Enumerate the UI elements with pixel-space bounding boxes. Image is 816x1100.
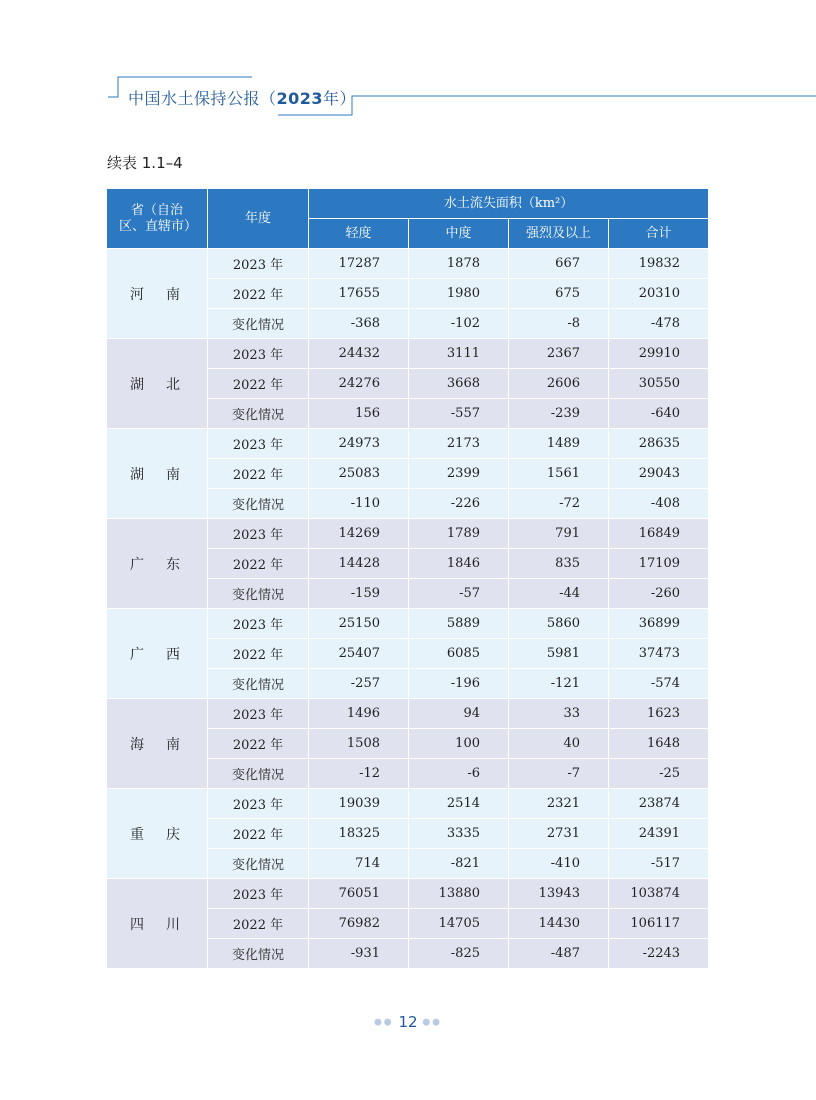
table-row	[107, 339, 709, 369]
value-cell: 23874	[609, 789, 709, 819]
value-cell: -574	[609, 669, 709, 699]
year-cell: 2022 年	[208, 369, 309, 399]
value-cell: 1789	[409, 519, 509, 549]
year-cell: 2023 年	[208, 339, 309, 369]
value-cell: -110	[309, 489, 409, 519]
value-cell: 14705	[409, 909, 509, 939]
value-cell: -25	[609, 759, 709, 789]
value-cell: 25083	[309, 459, 409, 489]
year-cell: 变化情况	[208, 759, 309, 789]
value-cell: 29910	[609, 339, 709, 369]
year-cell: 变化情况	[208, 939, 309, 969]
province-group	[107, 519, 709, 609]
value-cell: 25407	[309, 639, 409, 669]
value-cell: -12	[309, 759, 409, 789]
value-cell: -410	[509, 849, 609, 879]
value-cell: 3111	[409, 339, 509, 369]
province-name: 湖 北	[107, 339, 208, 429]
province-name: 广 西	[107, 609, 208, 699]
province-group	[107, 609, 709, 699]
year-cell: 2022 年	[208, 729, 309, 759]
value-cell: 5860	[509, 609, 609, 639]
year-cell: 变化情况	[208, 309, 309, 339]
value-cell: 2321	[509, 789, 609, 819]
province-name: 河 南	[107, 249, 208, 339]
year-cell: 2023 年	[208, 609, 309, 639]
province-group	[107, 789, 709, 879]
header-province: 省（自治区、直辖市）	[107, 189, 208, 249]
year-cell: 变化情况	[208, 849, 309, 879]
value-cell: 1878	[409, 249, 509, 279]
value-cell: 667	[509, 249, 609, 279]
value-cell: 1648	[609, 729, 709, 759]
value-cell: 2399	[409, 459, 509, 489]
value-cell: 24432	[309, 339, 409, 369]
year-cell: 2022 年	[208, 909, 309, 939]
value-cell: 36899	[609, 609, 709, 639]
value-cell: -557	[409, 399, 509, 429]
value-cell: -2243	[609, 939, 709, 969]
value-cell: -226	[409, 489, 509, 519]
year-cell: 2022 年	[208, 459, 309, 489]
value-cell: 675	[509, 279, 609, 309]
value-cell: -159	[309, 579, 409, 609]
year-cell: 2022 年	[208, 549, 309, 579]
province-group	[107, 879, 709, 969]
value-cell: 2367	[509, 339, 609, 369]
table-row	[107, 249, 709, 279]
value-cell: 1846	[409, 549, 509, 579]
year-cell: 2022 年	[208, 639, 309, 669]
province-name: 四 川	[107, 879, 208, 969]
year-cell: 变化情况	[208, 579, 309, 609]
year-cell: 2023 年	[208, 249, 309, 279]
value-cell: -57	[409, 579, 509, 609]
value-cell: 2173	[409, 429, 509, 459]
value-cell: -239	[509, 399, 609, 429]
value-cell: 24973	[309, 429, 409, 459]
value-cell: 1508	[309, 729, 409, 759]
value-cell: 1623	[609, 699, 709, 729]
value-cell: -121	[509, 669, 609, 699]
value-cell: 1489	[509, 429, 609, 459]
year-cell: 2023 年	[208, 519, 309, 549]
year-cell: 2022 年	[208, 819, 309, 849]
value-cell: -368	[309, 309, 409, 339]
value-cell: 40	[509, 729, 609, 759]
header-moderate: 中度	[409, 219, 509, 249]
value-cell: 2606	[509, 369, 609, 399]
header-mild: 轻度	[309, 219, 409, 249]
province-group	[107, 339, 709, 429]
table-row	[107, 519, 709, 549]
page-header	[0, 0, 816, 120]
value-cell: 103874	[609, 879, 709, 909]
page-dots-right: ●●	[422, 1017, 443, 1028]
province-group	[107, 249, 709, 339]
table-caption: 续表 1.1–4	[107, 154, 183, 172]
header-frame-lines	[0, 0, 816, 120]
province-name: 湖 南	[107, 429, 208, 519]
value-cell: 13880	[409, 879, 509, 909]
value-cell: 37473	[609, 639, 709, 669]
value-cell: 156	[309, 399, 409, 429]
value-cell: -257	[309, 669, 409, 699]
year-cell: 变化情况	[208, 399, 309, 429]
header-total: 合计	[609, 219, 709, 249]
value-cell: -8	[509, 309, 609, 339]
page-number: ●● 12 ●●	[373, 1013, 443, 1031]
header-severe: 强烈及以上	[509, 219, 609, 249]
value-cell: 14269	[309, 519, 409, 549]
province-name: 海 南	[107, 699, 208, 789]
value-cell: -260	[609, 579, 709, 609]
value-cell: 17287	[309, 249, 409, 279]
value-cell: 17655	[309, 279, 409, 309]
value-cell: -72	[509, 489, 609, 519]
value-cell: 714	[309, 849, 409, 879]
value-cell: 2514	[409, 789, 509, 819]
value-cell: 14430	[509, 909, 609, 939]
year-cell: 2022 年	[208, 279, 309, 309]
header-year: 年度	[208, 189, 309, 249]
table-row	[107, 609, 709, 639]
value-cell: 76051	[309, 879, 409, 909]
value-cell: 1561	[509, 459, 609, 489]
value-cell: 3668	[409, 369, 509, 399]
province-name: 重 庆	[107, 789, 208, 879]
value-cell: -825	[409, 939, 509, 969]
value-cell: -821	[409, 849, 509, 879]
table-row	[107, 789, 709, 819]
value-cell: -6	[409, 759, 509, 789]
value-cell: 5889	[409, 609, 509, 639]
value-cell: 94	[409, 699, 509, 729]
value-cell: -196	[409, 669, 509, 699]
value-cell: -7	[509, 759, 609, 789]
value-cell: 1980	[409, 279, 509, 309]
year-cell: 变化情况	[208, 669, 309, 699]
province-group	[107, 699, 709, 789]
province-group	[107, 429, 709, 519]
value-cell: 791	[509, 519, 609, 549]
value-cell: 76982	[309, 909, 409, 939]
value-cell: 33	[509, 699, 609, 729]
value-cell: 2731	[509, 819, 609, 849]
table-row	[107, 429, 709, 459]
header-erosion-area: 水土流失面积（km²）	[309, 189, 709, 219]
value-cell: 24391	[609, 819, 709, 849]
value-cell: 17109	[609, 549, 709, 579]
year-cell: 2023 年	[208, 879, 309, 909]
value-cell: -931	[309, 939, 409, 969]
value-cell: 20310	[609, 279, 709, 309]
table-row	[107, 879, 709, 909]
value-cell: -487	[509, 939, 609, 969]
value-cell: 16849	[609, 519, 709, 549]
page-dots-left: ●●	[373, 1017, 394, 1028]
table-row	[107, 699, 709, 729]
province-name: 广 东	[107, 519, 208, 609]
value-cell: 29043	[609, 459, 709, 489]
publication-title: 中国水土保持公报（2023年）	[128, 89, 357, 108]
value-cell: 13943	[509, 879, 609, 909]
value-cell: 3335	[409, 819, 509, 849]
value-cell: -640	[609, 399, 709, 429]
value-cell: 5981	[509, 639, 609, 669]
value-cell: -102	[409, 309, 509, 339]
year-cell: 2023 年	[208, 429, 309, 459]
value-cell: -44	[509, 579, 609, 609]
value-cell: -408	[609, 489, 709, 519]
value-cell: 28635	[609, 429, 709, 459]
value-cell: 25150	[309, 609, 409, 639]
value-cell: 18325	[309, 819, 409, 849]
value-cell: 835	[509, 549, 609, 579]
value-cell: 100	[409, 729, 509, 759]
year-cell: 2023 年	[208, 789, 309, 819]
value-cell: 14428	[309, 549, 409, 579]
value-cell: 6085	[409, 639, 509, 669]
year-cell: 变化情况	[208, 489, 309, 519]
value-cell: 19832	[609, 249, 709, 279]
value-cell: 24276	[309, 369, 409, 399]
year-cell: 2023 年	[208, 699, 309, 729]
value-cell: 1496	[309, 699, 409, 729]
value-cell: 30550	[609, 369, 709, 399]
value-cell: 106117	[609, 909, 709, 939]
value-cell: 19039	[309, 789, 409, 819]
soil-erosion-table	[106, 188, 709, 969]
value-cell: -517	[609, 849, 709, 879]
value-cell: -478	[609, 309, 709, 339]
